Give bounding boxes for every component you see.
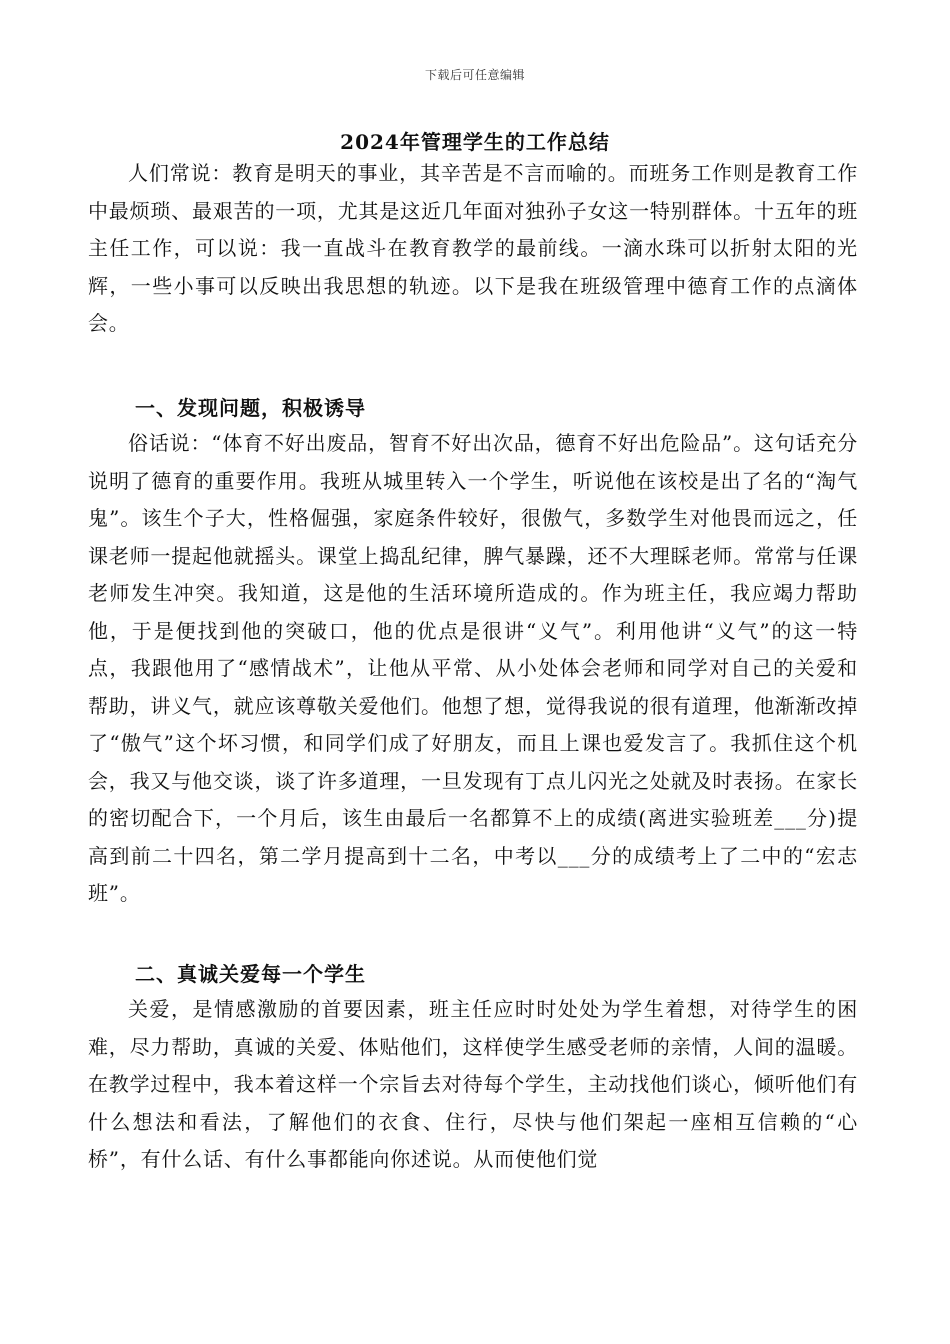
document-title: 2024年管理学生的工作总结 <box>340 130 610 154</box>
section-heading-2: 二、真诚关爱每一个学生 <box>135 962 366 986</box>
paragraph-section-2: 关爱，是情感激励的首要因素，班主任应时时处处为学生着想，对待学生的困难，尽力帮助，真诚的关爱、体贴他们，这样使学生感受老师的亲情，人间的温暖。在教学过程中，我本着这样一个宗旨去对待每个学生，主动找他们谈心，倾听他们有什么想法和看法，了解他们的衣食、住行，尽快与他们架起一座相互信赖的“心桥”，有什么话、有什么事都能向你述说。从而使他们觉 <box>88 997 858 1171</box>
section-heading-1: 一、发现问题，积极诱导 <box>135 396 366 420</box>
paragraph-intro: 人们常说：教育是明天的事业，其辛苦是不言而喻的。而班务工作则是教育工作中最烦琐、最艰苦的一项，尤其是这近几年面对独孙子女这一特别群体。十五年的班主任工作，可以说：我一直战斗在教育教学的最前线。一滴水珠可以折射太阳的光辉，一些小事可以反映出我思想的轨迹。以下是我在班级管理中德育工作的点滴体会。 <box>88 161 858 335</box>
paragraph-section-1: 俗话说：“体育不好出废品，智育不好出次品，德育不好出危险品”。这句话充分说明了德育的重要作用。我班从城里转入一个学生，听说他在该校是出了名的“淘气鬼”。该生个子大，性格倔强，家庭条件较好，很傲气，多数学生对他畏而远之，任课老师一提起他就摇头。课堂上捣乱纪律，脾气暴躁，还不大理睬老师。常常与任课老师发生冲突。我知道，这是他的生活环境所造成的。作为班主任，我应竭力帮助他，于是便找到他的突破口，他的优点是很讲“义气”。利用他讲“义气”的这一特点，我跟他用了“感情战术”，让他从平常、从小处体会老师和同学对自己的关爱和帮助，讲义气，就应该尊敬关爱他们。他想了想，觉得我说的很有道理，他渐渐改掉了“傲气”这个坏习惯，和同学们成了好朋友，而且上课也爱发言了。我抓住这个机会，我又与他交谈，谈了许多道理，一旦发现有丁点儿闪光之处就及时表扬。在家长的密切配合下，一个月后，该生由最后一名都算不上的成绩(离进实验班差___分)提高到前二十四名，第二学月提高到十二名，中考以___分的成绩考上了二中的“宏志班”。 <box>88 431 858 905</box>
header-note: 下载后可任意编辑 <box>424 68 525 82</box>
